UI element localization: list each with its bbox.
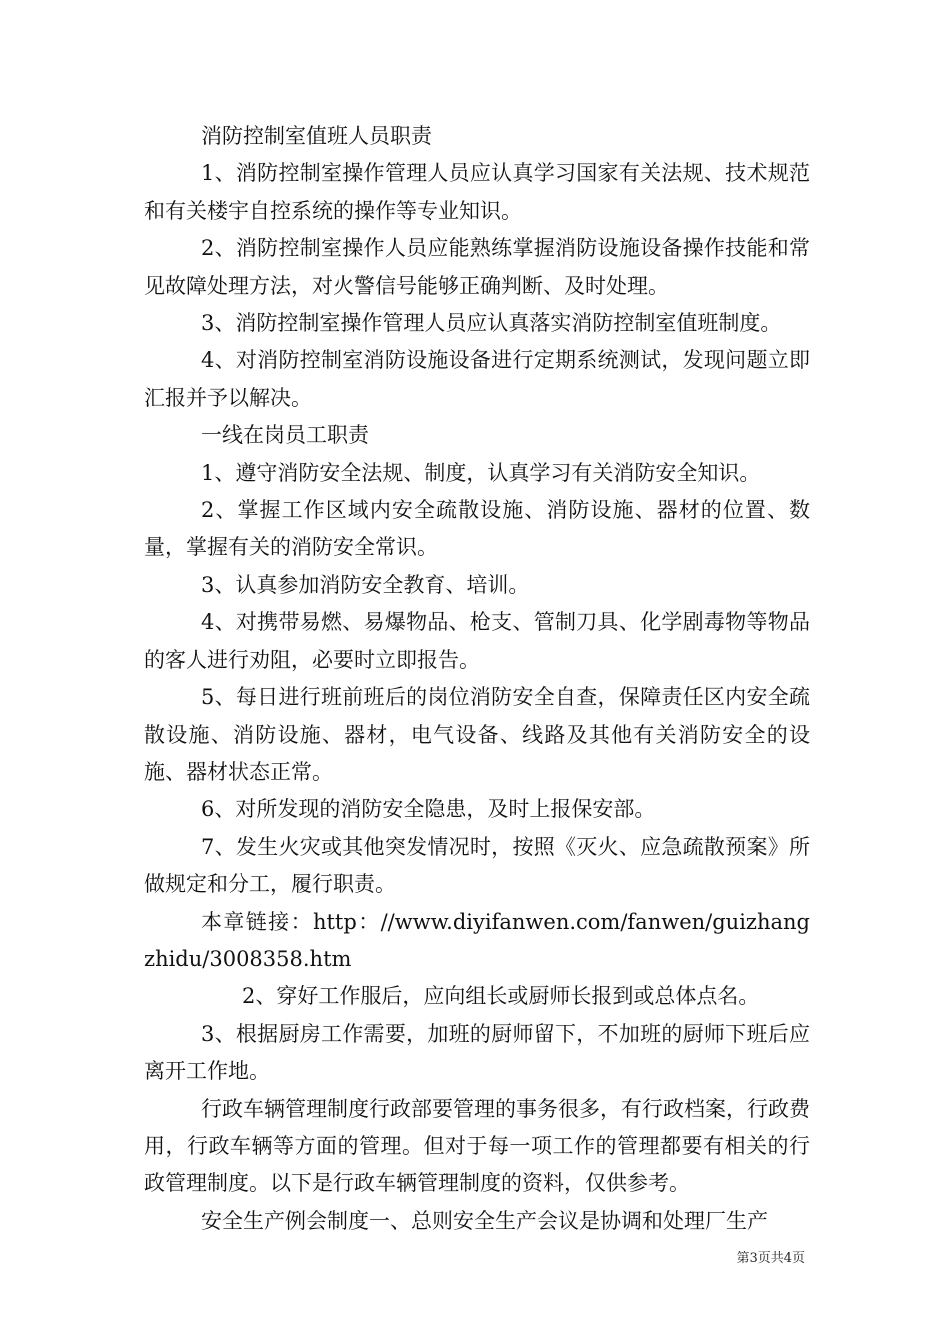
page-number-footer: 第3页共4页 — [736, 1251, 805, 1266]
section-heading-frontline-staff: 一线在岗员工职责 — [201, 423, 369, 448]
paragraph: 行政车辆管理制度行政部要管理的事务很多，有行政档案，行政费用，行政车辆等方面的管理。但对于每一项工作的管理都要有相关的行政管理制度。以下是行政车辆管理制度的资料，仅供参考。 — [144, 1096, 810, 1196]
paragraph: 4、对携带易燃、易爆物品、枪支、管制刀具、化学剧毒物等物品的客人进行劝阻，必要时立即报告。 — [144, 610, 810, 672]
paragraph: 1、遵守消防安全法规、制度，认真学习有关消防安全知识。 — [201, 460, 761, 485]
paragraph: 安全生产例会制度一、总则安全生产会议是协调和处理厂生产 — [201, 1208, 768, 1233]
paragraph: 3、认真参加消防安全教育、培训。 — [201, 572, 530, 597]
paragraph: 1、消防控制室操作管理人员应认真学习国家有关法规、技术规范和有关楼宇自控系统的操作等专业知识。 — [144, 161, 810, 223]
paragraph: 2、消防控制室操作人员应能熟练掌握消防设施设备操作技能和常见故障处理方法，对火警信号能够正确判断、及时处理。 — [144, 236, 810, 298]
paragraph: 3、消防控制室操作管理人员应认真落实消防控制室值班制度。 — [201, 311, 782, 336]
paragraph: 4、对消防控制室消防设施设备进行定期系统测试，发现问题立即汇报并予以解决。 — [144, 348, 810, 410]
chapter-link: 本章链接：http：//www.diyifanwen.com/fanwen/guizhangzhidu/3008358.htm — [144, 909, 810, 971]
paragraph: 3、根据厨房工作需要，加班的厨师留下，不加班的厨师下班后应离开工作地。 — [144, 1021, 810, 1084]
paragraph: 2、穿好工作服后，应向组长或厨师长报到或总体点名。 — [242, 984, 760, 1009]
paragraph: 7、发生火灾或其他突发情况时，按照《灭火、应急疏散预案》所做规定和分工，履行职责。 — [144, 834, 810, 897]
paragraph: 2、掌握工作区域内安全疏散设施、消防设施、器材的位置、数量，掌握有关的消防安全常识。 — [144, 498, 810, 560]
document-body — [144, 118, 810, 1240]
paragraph: 6、对所发现的消防安全隐患，及时上报保安部。 — [201, 797, 656, 822]
section-heading-control-room: 消防控制室值班人员职责 — [201, 124, 432, 148]
paragraph: 5、每日进行班前班后的岗位消防安全自查，保障责任区内安全疏散设施、消防设施、器材，电气设备、线路及其他有关消防安全的设施、器材状态正常。 — [144, 685, 810, 784]
